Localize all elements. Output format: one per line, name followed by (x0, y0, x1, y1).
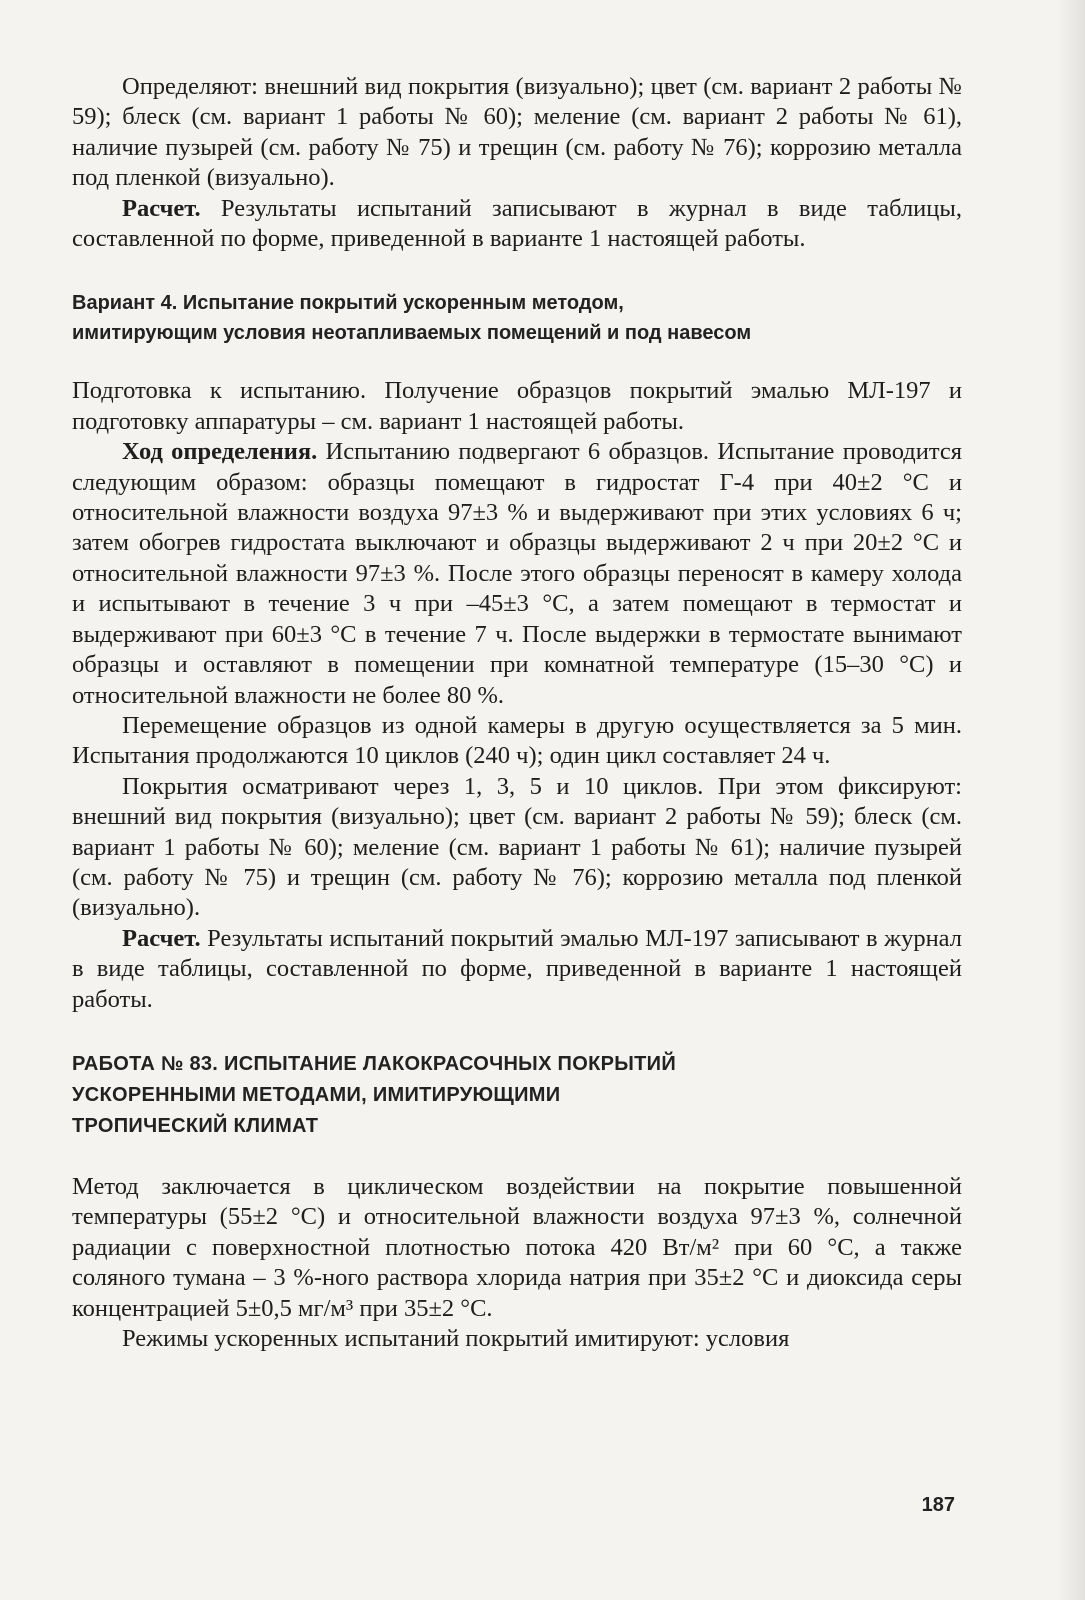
paragraph-method (72, 1172, 962, 1324)
page-edge-shadow (1057, 0, 1085, 1600)
paragraph-text: Метод заключается в циклическом воздействии на покрытие повышенной температуры (55±2 °С) и относительной влажности воздуха 97±3 %, солнечной радиации с поверхностной плотностью потока 420 Вт/м² при 60 °С, а также соляного тумана – 3 %-ного раствора хлорида натрия при 35±2 °С и диоксида серы концентрацией 5±0,5 мг/м³ при 35±2 °С. (72, 1172, 962, 1322)
paragraph-lead: Расчет. (122, 194, 201, 222)
paragraph-text: Определяют: внешний вид покрытия (визуально); цвет (см. вариант 2 работы № 59); блеск (см. вариант 1 работы № 60); меление (см. вариант 2 работы № 61), наличие пузырей (см. работу № 75) и трещин (см. работу № 76); коррозию металла под пленкой (визуально). (72, 73, 962, 192)
paragraph-text: Подготовка к испытанию. Получение образцов покрытий эмалью МЛ-197 и подготовку аппаратуры – см. вариант 1 настоящей работы. (72, 377, 962, 435)
subheading-line: Вариант 4. Испытание покрытий ускоренным методом, (72, 292, 624, 315)
paragraph-calculation-2 (72, 924, 962, 1015)
subheading-variant-4 (72, 288, 962, 348)
paragraph-lead: Расчет. (122, 924, 201, 952)
paragraph-text: Результаты испытаний записывают в журнал в виде таблицы, составленной по форме, приведенной в варианте 1 настоящей работы. (72, 194, 962, 253)
paragraph-text: Результаты испытаний покрытий эмалью МЛ-197 записывают в журнал в виде таблицы, составленной по форме, приведенной в варианте 1 настоящей работы. (72, 924, 962, 1013)
document-page (72, 72, 962, 1354)
paragraph-text: Испытанию подвергают 6 образцов. Испытание проводится следующим образом: образцы помещают в гидростат Г-4 при 40±2 °С и относительной влажности воздуха 97±3 % и выдерживают при этих условиях 6 ч; затем обогрев гидростата выключают и образцы выдерживают 2 ч при 20±2 °С и относительной влажности 97±3 %. После этого образцы переносят в камеру холода и испытывают в течение 3 ч при –45±3 °С, а затем помещают в термостат и выдерживают при 60±3 °С в течение 7 ч. После выдержки в термостате вынимают образцы и оставляют в помещении при комнатной температуре (15–30 °С) и относительной влажности не более 80 %. (72, 438, 963, 709)
paragraph-lead: Ход определения. (122, 438, 318, 466)
paragraph-preparation (72, 376, 962, 437)
paragraph-inspection (72, 772, 962, 924)
heading-line: РАБОТА № 83. ИСПЫТАНИЕ ЛАКОКРАСОЧНЫХ ПОКРЫТИЙ (72, 1052, 676, 1075)
subheading-line: имитирующим условия неотапливаемых помещений и под навесом (72, 322, 752, 345)
page-number: 187 (921, 1494, 955, 1516)
paragraph-text: Покрытия осматривают через 1, 3, 5 и 10 циклов. При этом фиксируют: внешний вид покрытия (визуально); цвет (см. вариант 2 работы № 59); блеск (см. вариант 1 работы № 60); меление (см. вариант 1 работы № 61); наличие пузырей (см. работу № 75) и трещин (см. работу № 76); коррозию металла под пленкой (визуально). (72, 772, 962, 922)
paragraph-text: Перемещение образцов из одной камеры в другую осуществляется за 5 мин. Испытания продолжаются 10 циклов (240 ч); один цикл составляет 24 ч. (72, 711, 962, 770)
paragraph-modes (72, 1324, 962, 1354)
heading-work-83 (72, 1049, 962, 1142)
heading-line: УСКОРЕННЫМИ МЕТОДАМИ, ИМИТИРУЮЩИМИ (72, 1083, 561, 1106)
paragraph-visual-inspection (72, 72, 962, 194)
paragraph-transfer (72, 711, 962, 772)
heading-line: ТРОПИЧЕСКИЙ КЛИМАТ (72, 1114, 319, 1137)
paragraph-text: Режимы ускоренных испытаний покрытий имитируют: условия (122, 1325, 790, 1352)
paragraph-procedure (72, 437, 962, 711)
paragraph-calculation-1 (72, 194, 962, 255)
